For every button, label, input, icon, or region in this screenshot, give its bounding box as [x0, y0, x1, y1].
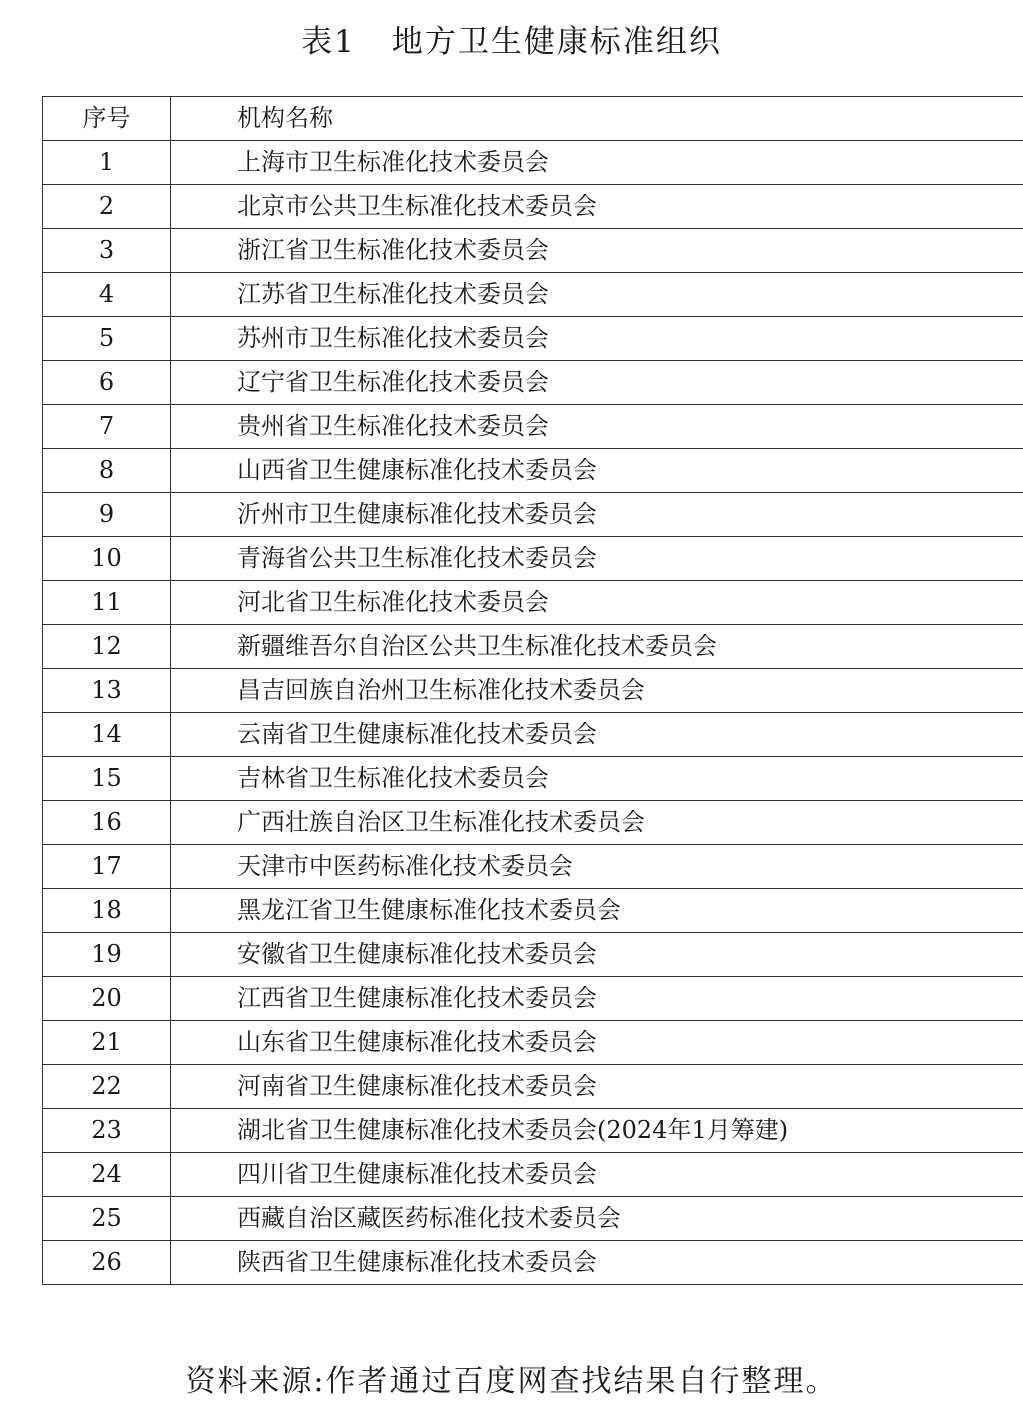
row-index-cell: 25 — [43, 1197, 171, 1241]
table-row — [43, 581, 1023, 625]
table-row — [43, 669, 1023, 713]
table-row — [43, 449, 1023, 493]
table-row — [43, 229, 1023, 273]
row-org-name-cell: 山东省卫生健康标准化技术委员会 — [171, 1021, 1023, 1065]
row-index-cell: 24 — [43, 1153, 171, 1197]
row-index-cell: 19 — [43, 933, 171, 977]
row-org-name-cell: 昌吉回族自治州卫生标准化技术委员会 — [171, 669, 1023, 713]
row-index-cell: 21 — [43, 1021, 171, 1065]
row-index-cell: 17 — [43, 845, 171, 889]
row-org-name-cell: 广西壮族自治区卫生标准化技术委员会 — [171, 801, 1023, 845]
row-org-name-cell: 上海市卫生标准化技术委员会 — [171, 141, 1023, 185]
row-org-name-cell: 陕西省卫生健康标准化技术委员会 — [171, 1241, 1023, 1285]
table-row — [43, 317, 1023, 361]
row-org-name-cell: 吉林省卫生标准化技术委员会 — [171, 757, 1023, 801]
table-row — [43, 405, 1023, 449]
table-row — [43, 801, 1023, 845]
row-org-name-cell: 辽宁省卫生标准化技术委员会 — [171, 361, 1023, 405]
table-row — [43, 1153, 1023, 1197]
table-row — [43, 537, 1023, 581]
row-org-name-cell: 浙江省卫生标准化技术委员会 — [171, 229, 1023, 273]
row-org-name-cell: 云南省卫生健康标准化技术委员会 — [171, 713, 1023, 757]
row-org-name-cell: 沂州市卫生健康标准化技术委员会 — [171, 493, 1023, 537]
row-org-name-cell: 四川省卫生健康标准化技术委员会 — [171, 1153, 1023, 1197]
table-row — [43, 1241, 1023, 1285]
row-org-name-cell: 新疆维吾尔自治区公共卫生标准化技术委员会 — [171, 625, 1023, 669]
row-org-name-cell: 江苏省卫生标准化技术委员会 — [171, 273, 1023, 317]
row-org-name-cell: 北京市公共卫生标准化技术委员会 — [171, 185, 1023, 229]
row-index-cell: 23 — [43, 1109, 171, 1153]
table-row — [43, 185, 1023, 229]
row-index-cell: 18 — [43, 889, 171, 933]
row-org-name-cell: 河南省卫生健康标准化技术委员会 — [171, 1065, 1023, 1109]
row-index-cell: 1 — [43, 141, 171, 185]
row-index-cell: 13 — [43, 669, 171, 713]
table-header-row — [43, 97, 1023, 141]
row-org-name-cell: 青海省公共卫生标准化技术委员会 — [171, 537, 1023, 581]
table-row — [43, 1109, 1023, 1153]
column-header-name: 机构名称 — [171, 97, 1023, 141]
row-index-cell: 5 — [43, 317, 171, 361]
row-index-cell: 10 — [43, 537, 171, 581]
row-index-cell: 4 — [43, 273, 171, 317]
row-index-cell: 6 — [43, 361, 171, 405]
table-row — [43, 933, 1023, 977]
row-org-name-cell: 安徽省卫生健康标准化技术委员会 — [171, 933, 1023, 977]
row-org-name-cell: 山西省卫生健康标准化技术委员会 — [171, 449, 1023, 493]
row-index-cell: 14 — [43, 713, 171, 757]
table-row — [43, 625, 1023, 669]
table-row — [43, 757, 1023, 801]
row-org-name-cell: 河北省卫生标准化技术委员会 — [171, 581, 1023, 625]
row-index-cell: 2 — [43, 185, 171, 229]
row-index-cell: 15 — [43, 757, 171, 801]
source-note: 资料来源:作者通过百度网查找结果自行整理。 — [185, 1364, 838, 1399]
row-index-cell: 11 — [43, 581, 171, 625]
row-org-name-cell: 湖北省卫生健康标准化技术委员会(2024年1月筹建) — [171, 1109, 1023, 1153]
table-row — [43, 273, 1023, 317]
row-org-name-cell: 江西省卫生健康标准化技术委员会 — [171, 977, 1023, 1021]
table-row — [43, 1021, 1023, 1065]
row-org-name-cell: 苏州市卫生标准化技术委员会 — [171, 317, 1023, 361]
row-org-name-cell: 黑龙江省卫生健康标准化技术委员会 — [171, 889, 1023, 933]
table-row — [43, 1197, 1023, 1241]
table-title — [0, 18, 1023, 66]
row-org-name-cell: 贵州省卫生标准化技术委员会 — [171, 405, 1023, 449]
row-index-cell: 22 — [43, 1065, 171, 1109]
row-index-cell: 9 — [43, 493, 171, 537]
table-row — [43, 977, 1023, 1021]
row-index-cell: 7 — [43, 405, 171, 449]
row-org-name-cell: 天津市中医药标准化技术委员会 — [171, 845, 1023, 889]
row-index-cell: 26 — [43, 1241, 171, 1285]
table-row — [43, 845, 1023, 889]
table-row — [43, 889, 1023, 933]
row-index-cell: 20 — [43, 977, 171, 1021]
table-number: 表1 — [301, 24, 356, 60]
row-org-name-cell: 西藏自治区藏医药标准化技术委员会 — [171, 1197, 1023, 1241]
table-title-text: 地方卫生健康标准组织 — [391, 24, 722, 60]
row-index-cell: 3 — [43, 229, 171, 273]
column-header-index: 序号 — [43, 97, 171, 141]
row-index-cell: 8 — [43, 449, 171, 493]
organization-table — [42, 96, 1023, 1285]
table-row — [43, 361, 1023, 405]
row-index-cell: 12 — [43, 625, 171, 669]
table-row — [43, 1065, 1023, 1109]
table-body — [43, 141, 1023, 1285]
table-row — [43, 713, 1023, 757]
row-index-cell: 16 — [43, 801, 171, 845]
table-row — [43, 141, 1023, 185]
table-row — [43, 493, 1023, 537]
